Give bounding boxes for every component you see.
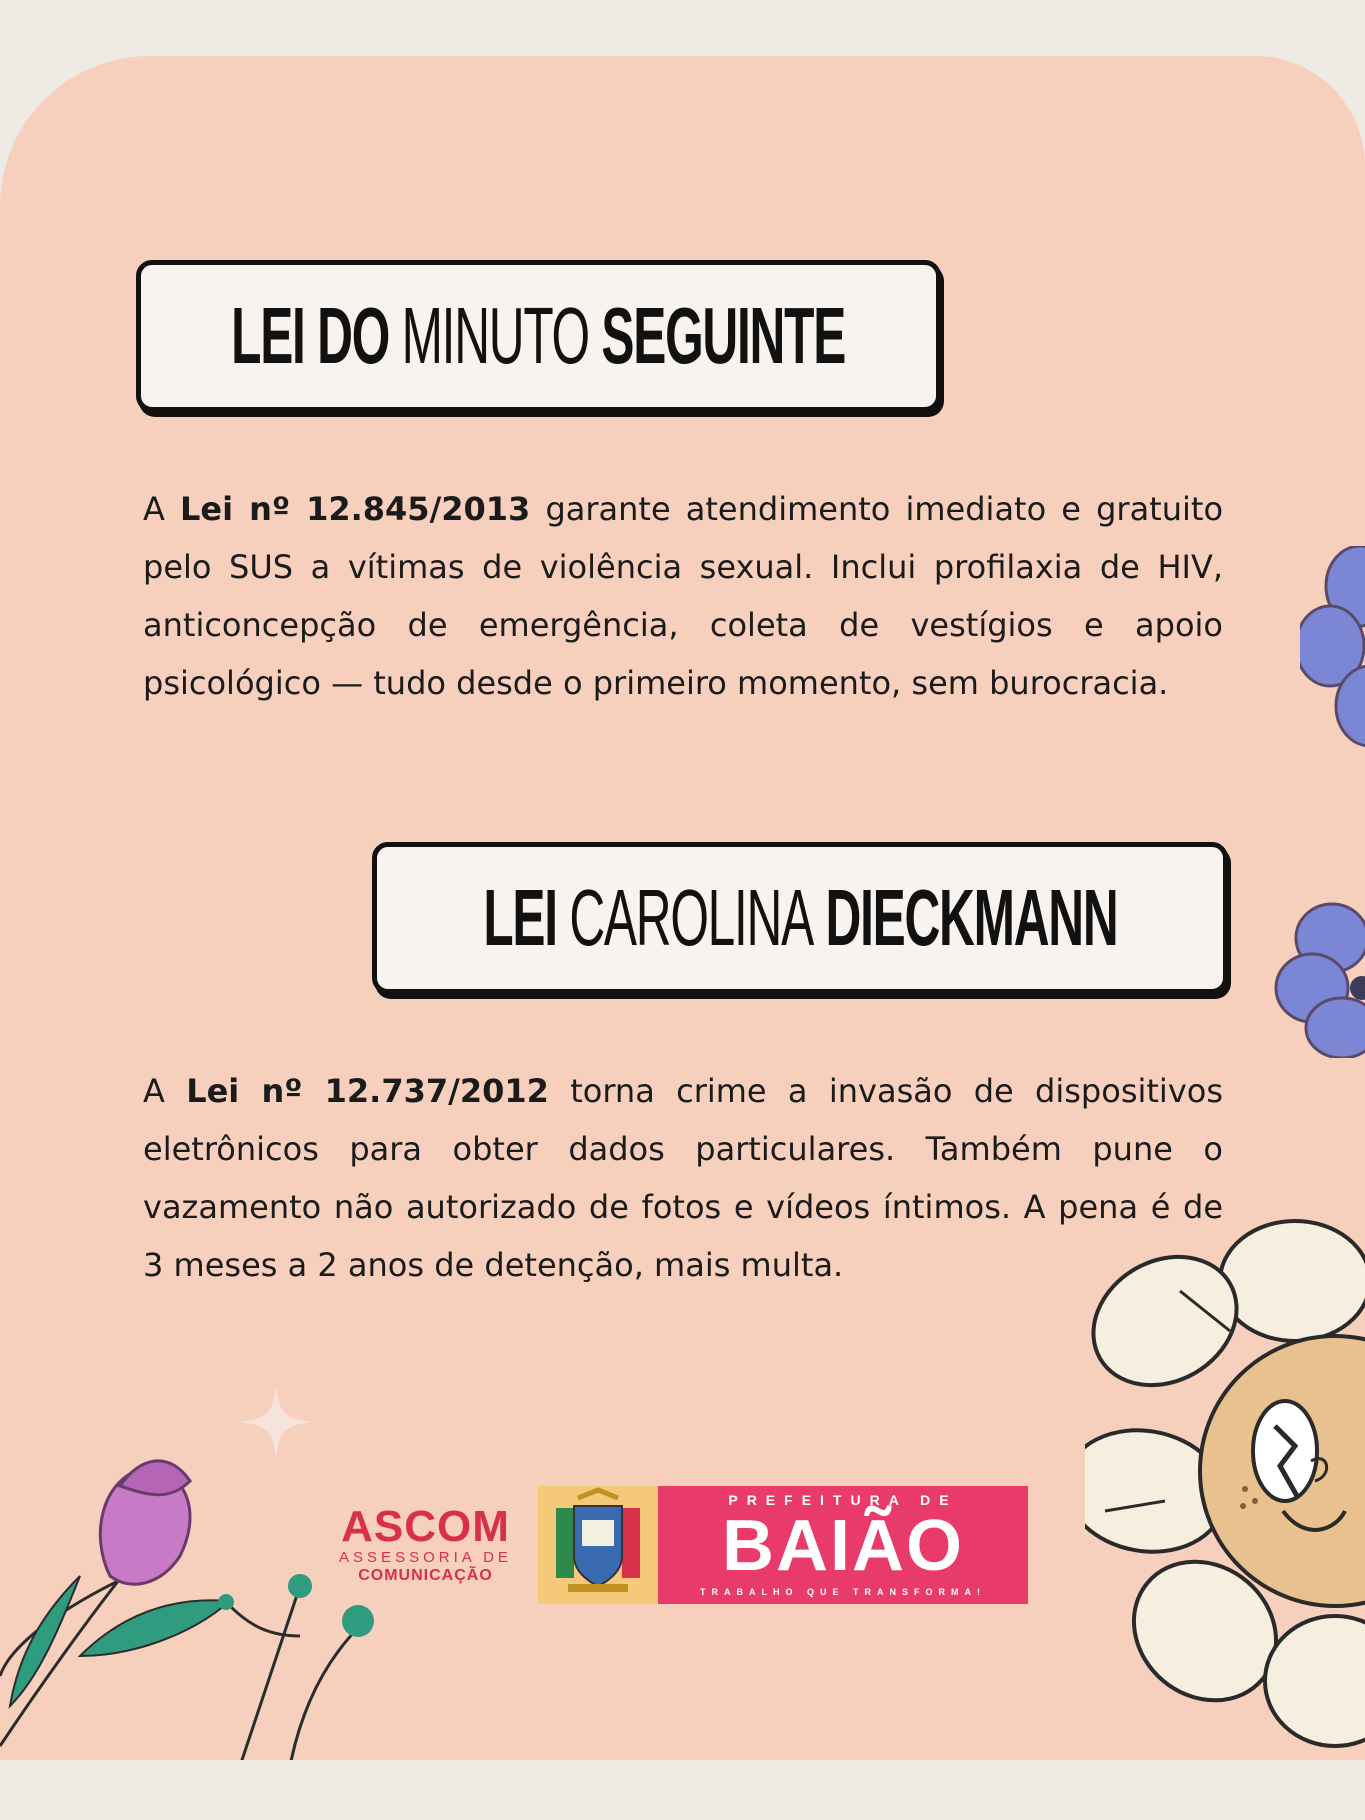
paragraph-body: garante atendimento imediato e gratuito pelo SUS a vítimas de violência sexual. Inclui profilaxia de HIV, anticoncepção de emergência, coleta de vestígios e apoio psicológico — tudo desde o primeiro momento, sem burocracia.	[143, 490, 1224, 702]
city-crest	[538, 1486, 658, 1604]
title-word: CAROLINA	[568, 873, 813, 962]
text-prefix: A	[143, 1072, 165, 1110]
title-word: SEGUINTE	[601, 291, 846, 380]
title-word: DIECKMANN	[825, 873, 1118, 962]
title-word: MINUTO	[402, 291, 590, 380]
title-word: LEI	[482, 873, 557, 962]
prefeitura-label: PREFEITURA DE	[728, 1492, 958, 1508]
smiling-daisy-icon	[1085, 1211, 1365, 1760]
paragraph-body: torna crime a invasão de dispositivos eletrônicos para obter dados particulares. Também pune o vazamento não autorizado de fotos e vídeos íntimos. A pena é de 3 meses a 2 anos de detenção, mais multa.	[143, 1072, 1224, 1284]
text-prefix: A	[143, 490, 165, 528]
prefeitura-logo	[658, 1486, 1028, 1604]
ascom-logo	[338, 1502, 513, 1585]
law-number: Lei nº 12.845/2013	[180, 490, 531, 528]
section1-title-box	[136, 260, 941, 412]
ascom-sub: ASSESSORIA DE	[339, 1549, 512, 1566]
city-name: BAIÃO	[722, 1506, 964, 1586]
title-word: LEI DO	[231, 291, 390, 380]
ascom-sub: COMUNICAÇÃO	[358, 1567, 493, 1584]
ascom-main: ASCOM	[341, 1502, 510, 1551]
section2-paragraph	[143, 1062, 1223, 1294]
section2-title-box	[372, 842, 1228, 994]
poster-panel	[0, 56, 1365, 1760]
crest-icon	[538, 1486, 658, 1604]
section1-paragraph	[143, 480, 1223, 712]
law-number: Lei nº 12.737/2012	[186, 1072, 549, 1110]
section1-title	[232, 290, 846, 382]
city-slogan: TRABALHO QUE TRANSFORMA!	[700, 1587, 986, 1597]
blue-flower-icon	[1300, 546, 1365, 756]
sparkle-icon	[240, 1386, 312, 1458]
section2-title	[483, 872, 1117, 964]
leaf-icon	[10, 1576, 80, 1706]
blue-flower-icon	[1272, 898, 1365, 1058]
